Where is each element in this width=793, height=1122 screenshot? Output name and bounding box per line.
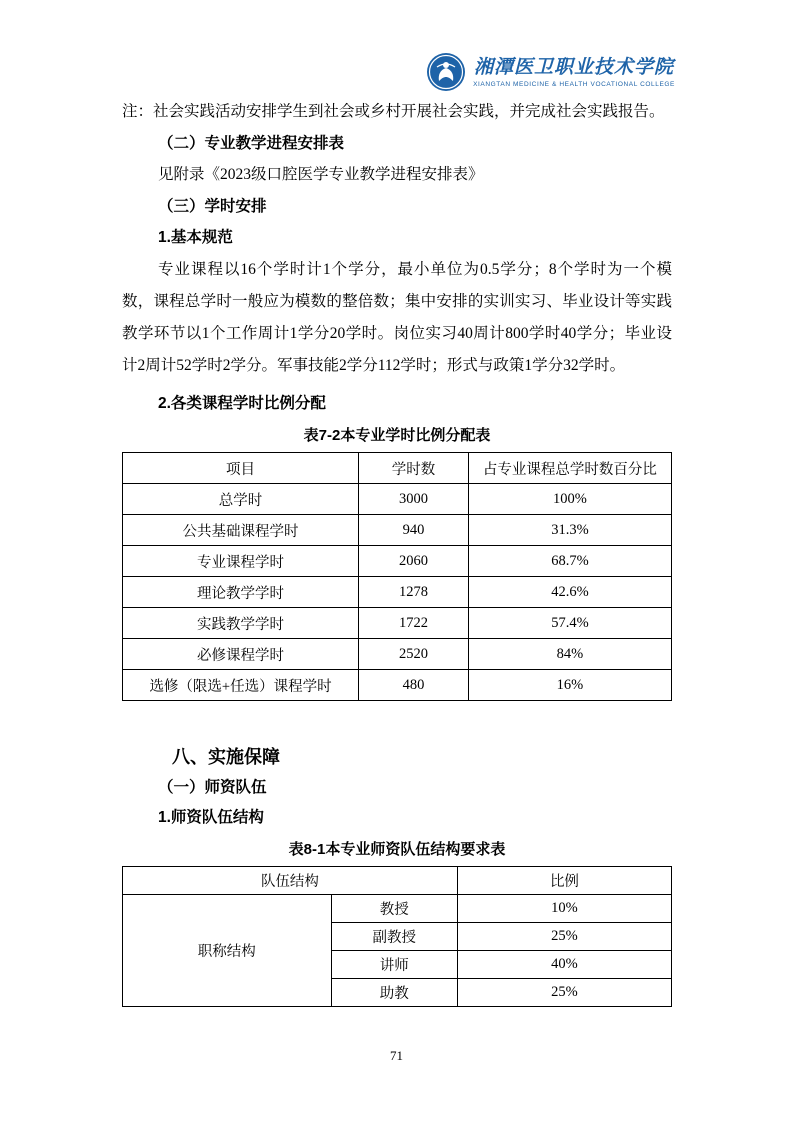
heading-hour-distribution: 2.各类课程学时比例分配 bbox=[158, 394, 326, 412]
table1-cell: 68.7% bbox=[468, 546, 671, 577]
table1-cell: 16% bbox=[468, 670, 671, 701]
table1-cell: 480 bbox=[359, 670, 469, 701]
note-line: 注：社会实践活动安排学生到社会或乡村开展社会实践，并完成社会实践报告。 bbox=[122, 103, 665, 120]
table1-cell: 84% bbox=[468, 639, 671, 670]
table1-cell: 理论教学学时 bbox=[123, 577, 359, 608]
table1-cell: 42.6% bbox=[468, 577, 671, 608]
table1-cell: 1278 bbox=[359, 577, 469, 608]
table1-cell: 2060 bbox=[359, 546, 469, 577]
heading-section-8: 八、实施保障 bbox=[172, 747, 280, 767]
heading-section-2-3: （三）学时安排 bbox=[158, 197, 267, 215]
heading-section-2-2: （二）专业教学进程安排表 bbox=[158, 134, 345, 152]
table-row bbox=[123, 895, 672, 923]
table1-header-hours: 学时数 bbox=[359, 453, 469, 484]
heading-section-8-1: （一）师资队伍 bbox=[158, 779, 267, 796]
table2-header-structure: 队伍结构 bbox=[123, 867, 458, 895]
table1-cell: 57.4% bbox=[468, 608, 671, 639]
table2-cell: 25% bbox=[457, 923, 671, 951]
heading-faculty-structure: 1.师资队伍结构 bbox=[158, 809, 264, 826]
table2-caption: 表8-1本专业师资队伍结构要求表 bbox=[288, 841, 506, 858]
table1-caption: 表7-2本专业学时比例分配表 bbox=[303, 427, 491, 444]
table2-cell: 教授 bbox=[331, 895, 457, 923]
table1-header-item: 项目 bbox=[123, 453, 359, 484]
table-row bbox=[123, 515, 672, 546]
table1-header-row bbox=[123, 453, 672, 484]
table1-cell: 实践教学学时 bbox=[123, 608, 359, 639]
table-row bbox=[123, 670, 672, 701]
hour-distribution-table bbox=[122, 452, 672, 701]
table1-cell: 专业课程学时 bbox=[123, 546, 359, 577]
table1-cell: 1722 bbox=[359, 608, 469, 639]
college-emblem-icon bbox=[426, 52, 466, 92]
table1-cell: 100% bbox=[468, 484, 671, 515]
table1-header-percentage: 占专业课程总学时数百分比 bbox=[468, 453, 671, 484]
table2-header-ratio: 比例 bbox=[457, 867, 671, 895]
table1-cell: 940 bbox=[359, 515, 469, 546]
table1-cell: 总学时 bbox=[123, 484, 359, 515]
table2-header-row bbox=[123, 867, 672, 895]
heading-basic-spec: 1.基本规范 bbox=[158, 229, 233, 246]
table1-cell: 2520 bbox=[359, 639, 469, 670]
table-row bbox=[123, 484, 672, 515]
college-logo bbox=[426, 52, 675, 92]
college-logo-text bbox=[473, 57, 675, 88]
table1-cell: 31.3% bbox=[468, 515, 671, 546]
table1-cell: 3000 bbox=[359, 484, 469, 515]
table2-cell: 讲师 bbox=[331, 951, 457, 979]
table1-cell: 公共基础课程学时 bbox=[123, 515, 359, 546]
table-row bbox=[123, 608, 672, 639]
table2-cell: 副教授 bbox=[331, 923, 457, 951]
table2-cell: 25% bbox=[457, 979, 671, 1007]
college-name-english: XIANGTAN MEDICINE & HEALTH VOCATIONAL COLLEGE bbox=[473, 80, 675, 88]
table2-cell: 40% bbox=[457, 951, 671, 979]
appendix-reference: 见附录《2023级口腔医学专业教学进程安排表》 bbox=[158, 166, 484, 183]
table2-cell: 10% bbox=[457, 895, 671, 923]
page-number: 71 bbox=[390, 1048, 403, 1063]
table1-cell: 选修（限选+任选）课程学时 bbox=[123, 670, 359, 701]
table-row bbox=[123, 577, 672, 608]
table1-cell: 必修课程学时 bbox=[123, 639, 359, 670]
basic-spec-paragraph: 专业课程以16个学时计1个学分，最小单位为0.5学分；8个学时为一个模数，课程总学时一般应为模数的整倍数；集中安排的实训实习、毕业设计等实践教学环节以1个工作周计1学分20学时。岗位实习40周计800学时40学分；毕业设计2周计52学时2学分。军事技能2学分112学时；形式与政策1学分32学时。 bbox=[122, 260, 672, 374]
table2-group-label: 职称结构 bbox=[123, 895, 332, 1007]
table2-cell: 助教 bbox=[331, 979, 457, 1007]
college-name-chinese: 湘潭医卫职业技术学院 bbox=[474, 56, 675, 78]
table-row bbox=[123, 546, 672, 577]
table-row bbox=[123, 639, 672, 670]
faculty-structure-table bbox=[122, 866, 672, 1007]
